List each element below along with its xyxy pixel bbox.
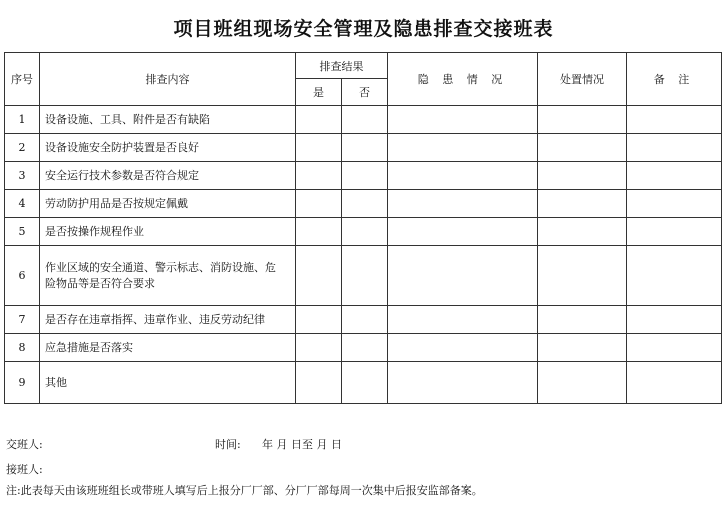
result-no-cell[interactable] xyxy=(342,334,388,362)
result-no-cell[interactable] xyxy=(342,362,388,404)
inspection-table xyxy=(4,52,722,404)
remark-cell[interactable] xyxy=(627,162,722,190)
row-content: 设备设施、工具、附件是否有缺陷 xyxy=(40,106,296,134)
result-yes-cell[interactable] xyxy=(296,218,342,246)
hazard-cell[interactable] xyxy=(388,334,538,362)
result-yes-cell[interactable] xyxy=(296,162,342,190)
header-remark: 备 注 xyxy=(627,53,722,106)
row-index: 9 xyxy=(5,362,40,404)
table-row xyxy=(5,218,722,246)
header-no: 否 xyxy=(342,79,388,106)
table-row xyxy=(5,362,722,404)
receiver-label: 接班人: xyxy=(6,463,43,476)
result-no-cell[interactable] xyxy=(342,106,388,134)
remark-cell[interactable] xyxy=(627,190,722,218)
table-row xyxy=(5,190,722,218)
remark-cell[interactable] xyxy=(627,134,722,162)
remark-cell[interactable] xyxy=(627,334,722,362)
handling-cell[interactable] xyxy=(538,190,627,218)
row-content-line: 险物品等是否符合要求 xyxy=(45,276,155,290)
header-hazard: 隐 患 情 况 xyxy=(388,53,538,106)
hazard-cell[interactable] xyxy=(388,306,538,334)
header-yes: 是 xyxy=(296,79,342,106)
table-row xyxy=(5,134,722,162)
header-handling: 处置情况 xyxy=(538,53,627,106)
time-label: 时间: xyxy=(215,438,241,451)
result-yes-cell[interactable] xyxy=(296,334,342,362)
hazard-cell[interactable] xyxy=(388,134,538,162)
remark-cell[interactable] xyxy=(627,218,722,246)
remark-cell[interactable] xyxy=(627,362,722,404)
row-index: 8 xyxy=(5,334,40,362)
hazard-cell[interactable] xyxy=(388,362,538,404)
result-no-cell[interactable] xyxy=(342,246,388,306)
result-no-cell[interactable] xyxy=(342,162,388,190)
handling-cell[interactable] xyxy=(538,306,627,334)
hazard-cell[interactable] xyxy=(388,246,538,306)
row-content: 是否按操作规程作业 xyxy=(40,218,296,246)
table-row xyxy=(5,162,722,190)
header-content: 排查内容 xyxy=(40,53,296,106)
handling-cell[interactable] xyxy=(538,218,627,246)
result-yes-cell[interactable] xyxy=(296,134,342,162)
handling-cell[interactable] xyxy=(538,134,627,162)
hazard-cell[interactable] xyxy=(388,190,538,218)
handling-cell[interactable] xyxy=(538,334,627,362)
row-content: 劳动防护用品是否按规定佩戴 xyxy=(40,190,296,218)
handling-cell[interactable] xyxy=(538,162,627,190)
row-index: 4 xyxy=(5,190,40,218)
handling-cell[interactable] xyxy=(538,246,627,306)
row-index: 2 xyxy=(5,134,40,162)
table-row xyxy=(5,334,722,362)
handover-label: 交班人: xyxy=(6,438,43,451)
header-index: 序号 xyxy=(5,53,40,106)
remark-cell[interactable] xyxy=(627,246,722,306)
time-field: 年 月 日至 月 日 xyxy=(262,438,342,451)
row-content: 是否存在违章指挥、违章作业、违反劳动纪律 xyxy=(40,306,296,334)
handling-cell[interactable] xyxy=(538,362,627,404)
row-index: 7 xyxy=(5,306,40,334)
remark-cell[interactable] xyxy=(627,106,722,134)
row-index: 5 xyxy=(5,218,40,246)
result-yes-cell[interactable] xyxy=(296,190,342,218)
row-content: 应急措施是否落实 xyxy=(40,334,296,362)
result-no-cell[interactable] xyxy=(342,218,388,246)
table-row xyxy=(5,246,722,306)
row-content: 其他 xyxy=(40,362,296,404)
table-row xyxy=(5,306,722,334)
row-content: 设备设施安全防护装置是否良好 xyxy=(40,134,296,162)
row-index: 1 xyxy=(5,106,40,134)
table-row xyxy=(5,106,722,134)
row-content xyxy=(40,246,296,306)
page-title: 项目班组现场安全管理及隐患排查交接班表 xyxy=(173,18,554,40)
row-index: 6 xyxy=(5,246,40,306)
handling-cell[interactable] xyxy=(538,106,627,134)
remark-cell[interactable] xyxy=(627,306,722,334)
hazard-cell[interactable] xyxy=(388,218,538,246)
result-yes-cell[interactable] xyxy=(296,246,342,306)
footnote: 注:此表每天由该班班组长或带班人填写后上报分厂厂部、分厂厂部每周一次集中后报安监部备案。 xyxy=(6,484,483,497)
row-content: 安全运行技术参数是否符合规定 xyxy=(40,162,296,190)
result-yes-cell[interactable] xyxy=(296,362,342,404)
result-no-cell[interactable] xyxy=(342,190,388,218)
result-yes-cell[interactable] xyxy=(296,106,342,134)
result-yes-cell[interactable] xyxy=(296,306,342,334)
result-no-cell[interactable] xyxy=(342,134,388,162)
hazard-cell[interactable] xyxy=(388,106,538,134)
header-result: 排查结果 xyxy=(296,53,388,79)
result-no-cell[interactable] xyxy=(342,306,388,334)
row-content-line: 作业区域的安全通道、警示标志、消防设施、危 xyxy=(45,260,276,274)
row-index: 3 xyxy=(5,162,40,190)
hazard-cell[interactable] xyxy=(388,162,538,190)
